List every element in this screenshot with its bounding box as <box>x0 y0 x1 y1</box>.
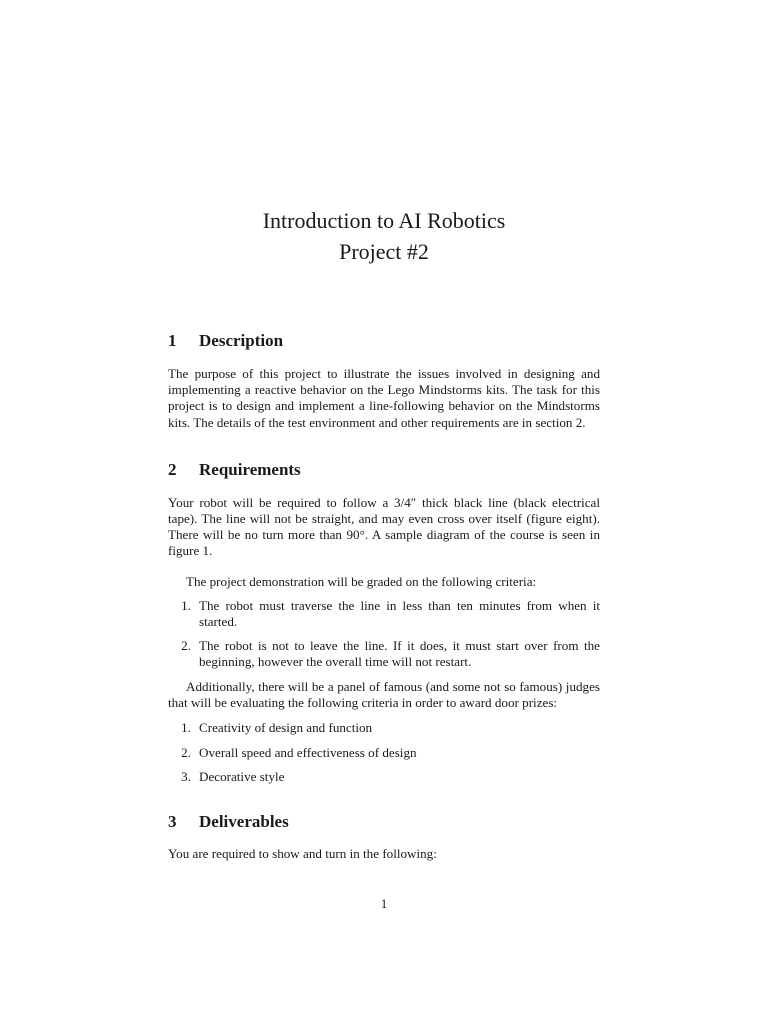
section-title: Requirements <box>199 459 301 479</box>
list-item-text: Creativity of design and function <box>199 720 373 736</box>
deliverables-paragraph: You are required to show and turn in the following: <box>168 845 437 861</box>
section-heading-requirements <box>168 459 600 481</box>
list-item <box>168 638 600 670</box>
section-title: Description <box>199 331 284 350</box>
door-prize-criteria-list <box>168 720 600 786</box>
grading-intro-paragraph: The project demonstration will be graded on the following criteria: <box>186 573 537 589</box>
list-item <box>168 598 600 630</box>
document-title <box>0 205 768 267</box>
list-item <box>168 769 600 785</box>
document-body <box>168 330 600 862</box>
description-paragraph: The purpose of this project to illustrate the issues involved in designing and implementing a reactive behavior on the Lego Mindstorms kits. The task for this project is to design and implement a line-following behavior on the Mindstorms kits. The details of the test environment and other requirements are in section 2. <box>168 366 600 430</box>
list-item-text: Overall speed and effectiveness of design <box>199 744 417 760</box>
section-number: 1 <box>168 331 177 350</box>
section-number: 3 <box>168 811 177 831</box>
list-marker: 2. <box>181 638 191 654</box>
section-number: 2 <box>168 459 177 479</box>
judges-paragraph: Additionally, there will be a panel of famous (and some not so famous) judges that will be evaluating the following criteria in order to award door prizes: <box>168 678 600 710</box>
list-item-text: The robot must traverse the line in less than ten minutes from when it started. <box>199 597 600 630</box>
list-marker: 3. <box>181 769 191 785</box>
list-item-text: Decorative style <box>199 769 285 785</box>
section-heading-deliverables <box>168 811 600 833</box>
list-marker: 1. <box>181 720 191 736</box>
page-number: 1 <box>380 896 388 911</box>
list-marker: 2. <box>181 744 191 760</box>
requirements-paragraph: Your robot will be required to follow a 3/4″ thick black line (black electrical tape). The line will not be straight, and may even cross over itself (figure eight). There will be no turn more than 90°. A sample diagram of the course is seen in figure 1. <box>168 494 600 559</box>
list-marker: 1. <box>181 597 191 613</box>
list-item-text: The robot is not to leave the line. If it does, it must start over from the beginning, however the overall time will not restart. <box>199 638 600 670</box>
title-line-course: Introduction to AI Robotics <box>262 208 506 233</box>
list-item <box>168 720 600 736</box>
section-heading-description <box>168 330 600 352</box>
title-line-project: Project #2 <box>339 239 429 264</box>
list-item <box>168 745 600 761</box>
grading-criteria-list <box>168 598 600 671</box>
section-title: Deliverables <box>199 811 289 831</box>
